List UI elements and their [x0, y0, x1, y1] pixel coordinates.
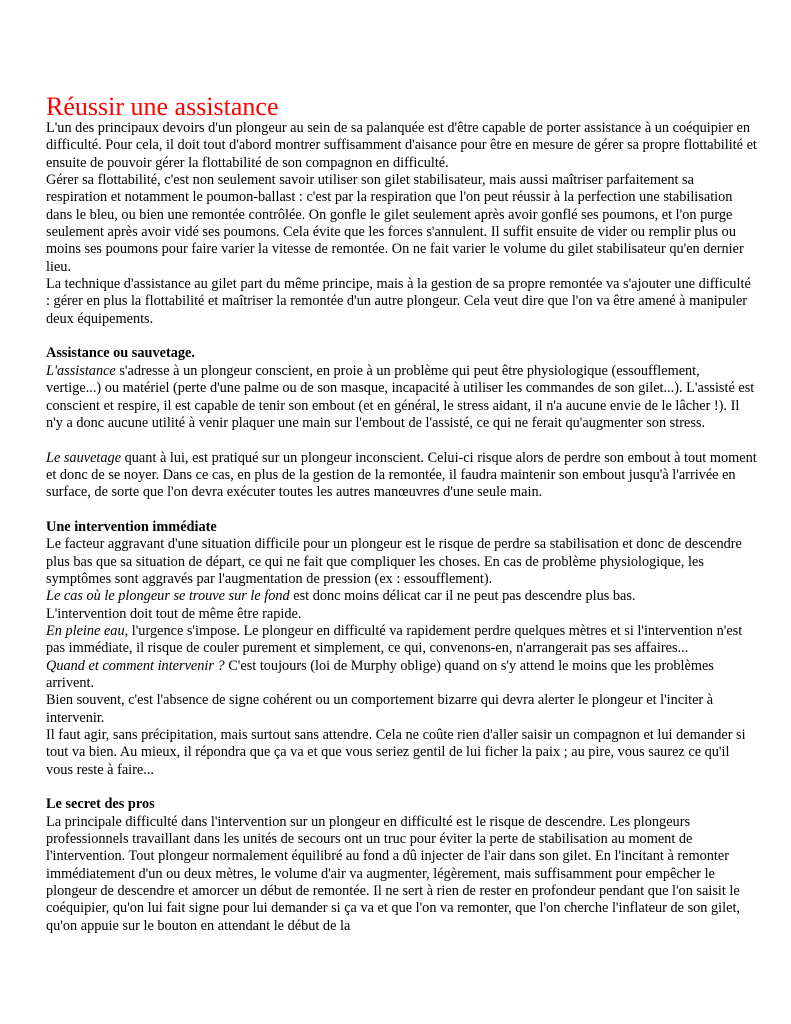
intro-paragraph-2: Gérer sa flottabilité, c'est non seulement savoir utiliser son gilet stabilisateur, mais aussi maîtriser parfaitement sa respiration et notamment le poumon-ballast : c'est par la respiration que l'on peut réussir à la perfection une stabilisation dans le bleu, ou bien une remontée contrôlée. On gonfle le gilet seulement après avoir gonflé ses poumons, et l'on purge seulement après avoir vidé ses poumons. Cela évite que les forces s'annulent. Il suffit ensuite de vider ou remplir plus ou moins ses poumons pour faire varier la vitesse de remontée. On ne fait varier le volume du gilet stabilisateur qu'en dernier lieu.	[46, 172, 744, 275]
paragraph-text: , l'urgence s'impose. Le plongeur en difficulté va rapidement perdre quelques mètres et si l'intervention n'est pas immédiate, il risque de couler purement et simplement, ce qui, convenons-en, n'arrangerait pas ses affaires...	[46, 622, 743, 657]
paragraph-assistance	[46, 363, 758, 432]
page-title: Réussir une assistance	[46, 92, 279, 121]
paragraph-text: est donc moins délicat car il ne peut pas descendre plus bas.	[289, 588, 636, 605]
paragraph-text: quant à lui, est pratiqué sur un plongeur inconscient. Celui-ci risque alors de perdre son embout à tout moment et donc de se noyer. Dans ce cas, en plus de la gestion de la remontée, il faudra maintenir son embout jusqu'à l'arrivée en surface, de sorte que l'on devra exécuter toutes les autres manœuvres d'une seule main.	[46, 449, 757, 501]
term-sauvetage: Le sauvetage	[46, 449, 122, 466]
term-quand-comment: Quand et comment intervenir ?	[46, 657, 225, 674]
spacer	[46, 779, 758, 796]
paragraph-sauvetage	[46, 450, 758, 502]
paragraph-text: s'adresse à un plongeur conscient, en proie à un problème qui peut être physiologique (essoufflement, vertige...) ou matériel (perte d'une palme ou de son masque, incapacité à utiliser les commandes de son gilet...). L'assisté est conscient et respire, il est capable de tenir son embout (et en général, le stress aidant, il n'a aucune envie de le lâcher !). Il n'y a donc aucune utilité à venir plaquer une main sur l'embout de l'assisté, ce qui ne ferait qu'augmenter son stress.	[46, 362, 755, 431]
intro-paragraph-1: L'un des principaux devoirs d'un plongeur au sein de sa palanquée est d'être capable de porter assistance à un coéquipier en difficulté. Pour cela, il doit tout d'abord montrer suffisamment d'aisance pour être en mesure de gérer sa propre flottabilité et ensuite de pouvoir gérer la flottabilité de son compagnon en difficulté.	[46, 120, 757, 171]
section-heading-intervention: Une intervention immédiate	[46, 518, 217, 535]
section-heading-secret: Le secret des pros	[46, 796, 155, 813]
document-page	[46, 92, 758, 935]
intro-paragraph-3: La technique d'assistance au gilet part du même principe, mais à la gestion de sa propre remontée va s'ajouter une difficulté : gérer en plus la flottabilité et maîtriser la remontée d'un autre plongeur. Cela veut dire que l'on va être amené à manipuler deux équipements.	[46, 276, 751, 327]
paragraph-intervention-4	[46, 623, 758, 658]
term-fond: Le cas où le plongeur se trouve sur le fond	[46, 588, 290, 605]
term-assistance: L'assistance	[46, 362, 116, 379]
spacer	[46, 432, 758, 449]
paragraph-intervention-1: Le facteur aggravant d'une situation difficile pour un plongeur est le risque de perdre sa stabilisation et donc de descendre plus bas que sa situation de départ, ce qui ne fait que compliquer les choses. En cas de problème physiologique, les symptômes sont aggravés par l'augmentation de pression (ex : essoufflement).	[46, 536, 742, 587]
term-pleine-eau: En pleine eau	[46, 622, 125, 639]
paragraph-secret-1: La principale difficulté dans l'intervention sur un plongeur en difficulté est le risque de descendre. Les plongeurs professionnels travaillant dans les unités de secours ont un truc pour éviter la perte de stabilisation au moment de l'intervention. Tout plongeur normalement équilibré au fond a dû injecter de l'air dans son gilet. En l'incitant à remonter immédiatement d'un ou deux mètres, le volume d'air va augmenter, légèrement, mais suffisamment pour empêcher le plongeur de descendre et amorcer un début de remontée. Il ne sert à rien de rester en profondeur pendant que l'on saisit le coéquipier, qu'on lui fait signe pour lui demander si ça va et que l'on va remonter, que l'on cherche l'inflateur de son gilet, qu'on appuie sur le bouton en attendant le début de la	[46, 813, 740, 934]
section-heading-assistance: Assistance ou sauvetage.	[46, 345, 195, 362]
spacer	[46, 328, 758, 345]
spacer	[46, 502, 758, 519]
paragraph-intervention-2	[46, 588, 758, 605]
paragraph-text: C'est toujours (loi de Murphy oblige) quand on s'y attend le moins que les problèmes arrivent.	[46, 657, 714, 691]
paragraph-intervention-7: Il faut agir, sans précipitation, mais surtout sans attendre. Cela ne coûte rien d'aller saisir un compagnon et lui demander si tout va bien. Au mieux, il répondra que ça va et que vous seriez gentil de lui ficher la paix ; au pire, vous saurez ce qu'il vous reste à faire...	[46, 727, 746, 778]
paragraph-intervention-6: Bien souvent, c'est l'absence de signe cohérent ou un comportement bizarre qui devra alerter le plongeur et l'inciter à intervenir.	[46, 692, 714, 726]
paragraph-intervention-5	[46, 658, 758, 693]
paragraph-intervention-3: L'intervention doit tout de même être rapide.	[46, 605, 302, 622]
